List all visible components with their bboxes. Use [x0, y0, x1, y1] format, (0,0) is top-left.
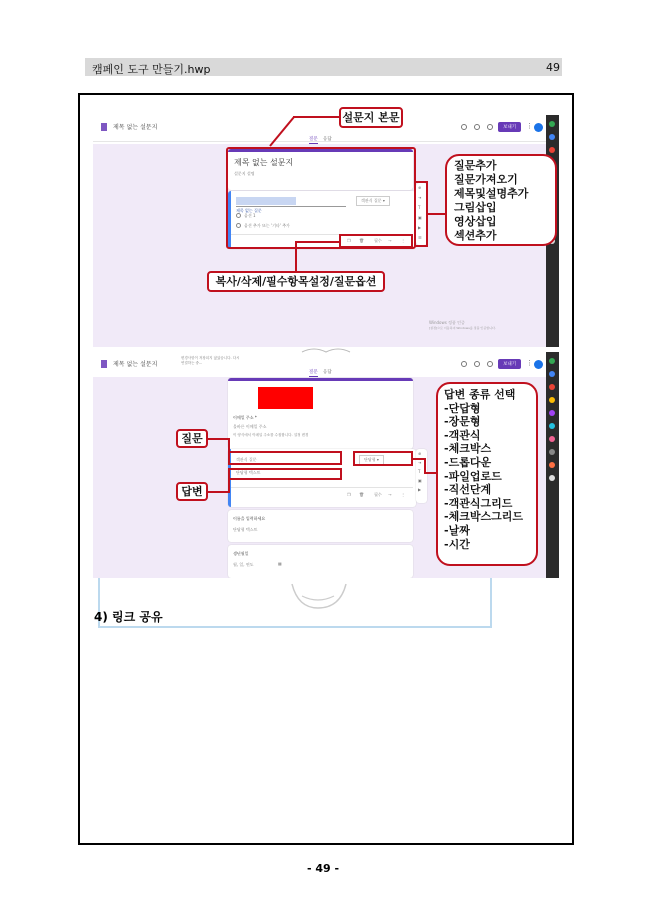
side-app-icon[interactable]: [549, 436, 555, 442]
forms-icon: [101, 360, 107, 368]
highlight-toolbar: [414, 181, 428, 247]
tab-responses[interactable]: 응답: [323, 370, 332, 375]
question-card-birthdate[interactable]: [228, 545, 413, 578]
answer-placeholder: 단답형 텍스트: [236, 470, 261, 475]
side-app-icon[interactable]: [549, 384, 555, 390]
callout-line: 그림삽입: [454, 201, 497, 214]
side-app-icon[interactable]: [549, 410, 555, 416]
option-1[interactable]: 옵션 1: [244, 213, 256, 218]
header-page-number: 49: [546, 61, 560, 74]
callout-connector: [428, 213, 445, 215]
required-toggle[interactable]: ⊸: [388, 492, 392, 497]
form-description[interactable]: 설문지 설명: [234, 171, 255, 176]
more-icon[interactable]: ⋮: [526, 122, 533, 130]
question-hint: 단답형 텍스트: [233, 527, 258, 532]
divider: [231, 487, 413, 488]
app-bar: [93, 352, 546, 379]
question-title: 생년월일: [233, 551, 249, 556]
question-type-select[interactable]: 단답형 ▾: [359, 455, 384, 465]
callout-connector: [208, 438, 229, 440]
callout-heading: 답변 종류 선택: [444, 388, 516, 401]
callout-line: 제목및설명추가: [454, 187, 529, 200]
settings-icon[interactable]: [487, 361, 493, 367]
question-more-icon[interactable]: ⋮: [401, 238, 405, 243]
import-questions-icon[interactable]: ⇥: [418, 460, 422, 465]
callout-question: 질문: [176, 429, 208, 448]
highlight-type-select: [353, 451, 413, 466]
side-app-icon[interactable]: [549, 147, 555, 153]
send-button[interactable]: 보내기: [498, 359, 521, 369]
callout-line: 영상삽입: [454, 215, 497, 228]
side-app-icon[interactable]: [549, 134, 555, 140]
app-title: 제목 없는 설문지: [113, 124, 158, 131]
question-card-name[interactable]: [228, 510, 413, 542]
callout-answer-types: [436, 382, 538, 566]
answer-type-item: -장문형: [444, 415, 481, 429]
import-questions-icon[interactable]: ⇥: [418, 195, 422, 200]
section-title: 4) 링크 공유: [94, 610, 163, 624]
forms-icon: [101, 123, 107, 131]
copy-icon[interactable]: ❐: [347, 238, 351, 243]
side-app-icon[interactable]: [549, 358, 555, 364]
app-bar: [93, 115, 546, 142]
tab-questions[interactable]: 질문: [309, 370, 318, 375]
answer-type-item: -날짜: [444, 523, 470, 537]
email-field-title: 이메일 주소 *: [233, 415, 257, 420]
add-video-icon[interactable]: ▶: [418, 487, 422, 492]
preview-icon[interactable]: [474, 361, 480, 367]
answer-type-item: -드롭다운: [444, 455, 492, 469]
callout-connector: [293, 116, 339, 118]
add-video-icon[interactable]: ▶: [418, 225, 422, 230]
side-app-icon[interactable]: [549, 397, 555, 403]
add-image-icon[interactable]: ▣: [418, 215, 422, 220]
avatar[interactable]: [534, 123, 543, 132]
delete-icon[interactable]: 🗑: [359, 492, 365, 497]
avatar[interactable]: [534, 360, 543, 369]
side-app-icon[interactable]: [549, 449, 555, 455]
question-title: 이름을 입력하세요: [233, 516, 266, 521]
answer-type-item: -시간: [444, 537, 470, 551]
palette-icon[interactable]: [461, 361, 467, 367]
question-title-field[interactable]: 제목 없는 질문: [236, 197, 296, 205]
settings-icon[interactable]: [487, 124, 493, 130]
tab-responses[interactable]: 응답: [323, 137, 332, 142]
side-app-icon[interactable]: [549, 462, 555, 468]
required-toggle[interactable]: ⊸: [388, 238, 392, 243]
add-title-icon[interactable]: T: [418, 205, 421, 210]
callout-answer: 답변: [176, 482, 208, 501]
question-hint: 월, 일, 연도: [233, 562, 254, 567]
question-title-field[interactable]: 객관식 질문: [236, 457, 257, 462]
form-title-card[interactable]: [228, 378, 413, 449]
callout-form-body: 설문지 본문: [339, 107, 403, 128]
footer-page-number: - 49 -: [307, 862, 340, 875]
callout-connector: [424, 472, 436, 474]
preview-icon[interactable]: [474, 124, 480, 130]
sketch-illustration: [300, 346, 352, 354]
side-app-icon[interactable]: [549, 475, 555, 481]
copy-icon[interactable]: ❐: [347, 492, 351, 497]
side-app-icon[interactable]: [549, 423, 555, 429]
answer-type-item: -직선단계: [444, 483, 492, 497]
email-field-hint: 올바른 이메일 주소: [233, 424, 267, 429]
more-icon[interactable]: ⋮: [526, 359, 533, 367]
calendar-icon: ▦: [278, 561, 282, 566]
side-app-icon[interactable]: [549, 371, 555, 377]
answer-type-item: -체크박스그리드: [444, 510, 523, 524]
required-label: 필수: [374, 492, 382, 497]
add-question-icon[interactable]: ⊕: [418, 185, 422, 190]
question-type-select[interactable]: 객관식 질문 ▾: [356, 196, 390, 206]
callout-question-actions: 복사/삭제/필수항목설정/질문옵션: [207, 271, 385, 292]
side-app-icon[interactable]: [549, 121, 555, 127]
email-collect-note: 이 양식에서 이메일 주소를 수집합니다. 설정 변경: [233, 433, 309, 437]
answer-type-item: -파일업로드: [444, 469, 502, 483]
callout-connector: [295, 241, 339, 243]
windows-watermark-sub: [설정]으로 이동하여 Windows를 정품 인증합니다.: [429, 326, 496, 330]
app-title: 제목 없는 설문지: [113, 361, 158, 368]
highlight-question-actions: [339, 234, 413, 248]
answer-type-item: -객관식그리드: [444, 496, 513, 510]
answer-type-item: -객관식: [444, 428, 481, 442]
send-button[interactable]: 보내기: [498, 122, 521, 132]
add-image-icon[interactable]: ▣: [418, 478, 422, 483]
redacted-block: [258, 387, 313, 409]
add-option-link[interactable]: 옵션 추가 또는 '기타' 추가: [244, 223, 290, 228]
callout-connector: [208, 491, 229, 493]
highlight-answer-field: [228, 468, 342, 480]
side-panel: [546, 352, 559, 578]
form-title[interactable]: 제목 없는 설문지: [234, 158, 294, 167]
add-title-icon[interactable]: T: [418, 469, 421, 474]
question-more-icon[interactable]: ⋮: [401, 492, 405, 497]
save-status: 변경사항이 저장되지 않았습니다. 다시 연결하는 중...: [181, 356, 240, 365]
answer-type-item: -체크박스: [444, 442, 492, 456]
callout-connector: [268, 116, 296, 148]
add-section-icon[interactable]: ☰: [418, 235, 422, 240]
add-question-icon[interactable]: ⊕: [418, 451, 422, 456]
sketch-illustration: [288, 578, 350, 612]
palette-icon[interactable]: [461, 124, 467, 130]
windows-watermark: Windows 정품 인증: [429, 320, 465, 325]
callout-line: 질문추가: [454, 159, 497, 172]
tab-questions[interactable]: 질문: [309, 137, 318, 142]
callout-line: 질문가져오기: [454, 173, 518, 186]
required-label: 필수: [374, 238, 382, 243]
highlight-question-field: [228, 451, 342, 465]
answer-type-item: -단답형: [444, 401, 481, 415]
callout-connector: [295, 241, 297, 272]
document-title: 캠페인 도구 만들기.hwp: [92, 63, 211, 76]
callout-toolbar-functions: [445, 154, 557, 246]
callout-line: 섹션추가: [454, 229, 497, 242]
delete-icon[interactable]: 🗑: [359, 238, 365, 243]
